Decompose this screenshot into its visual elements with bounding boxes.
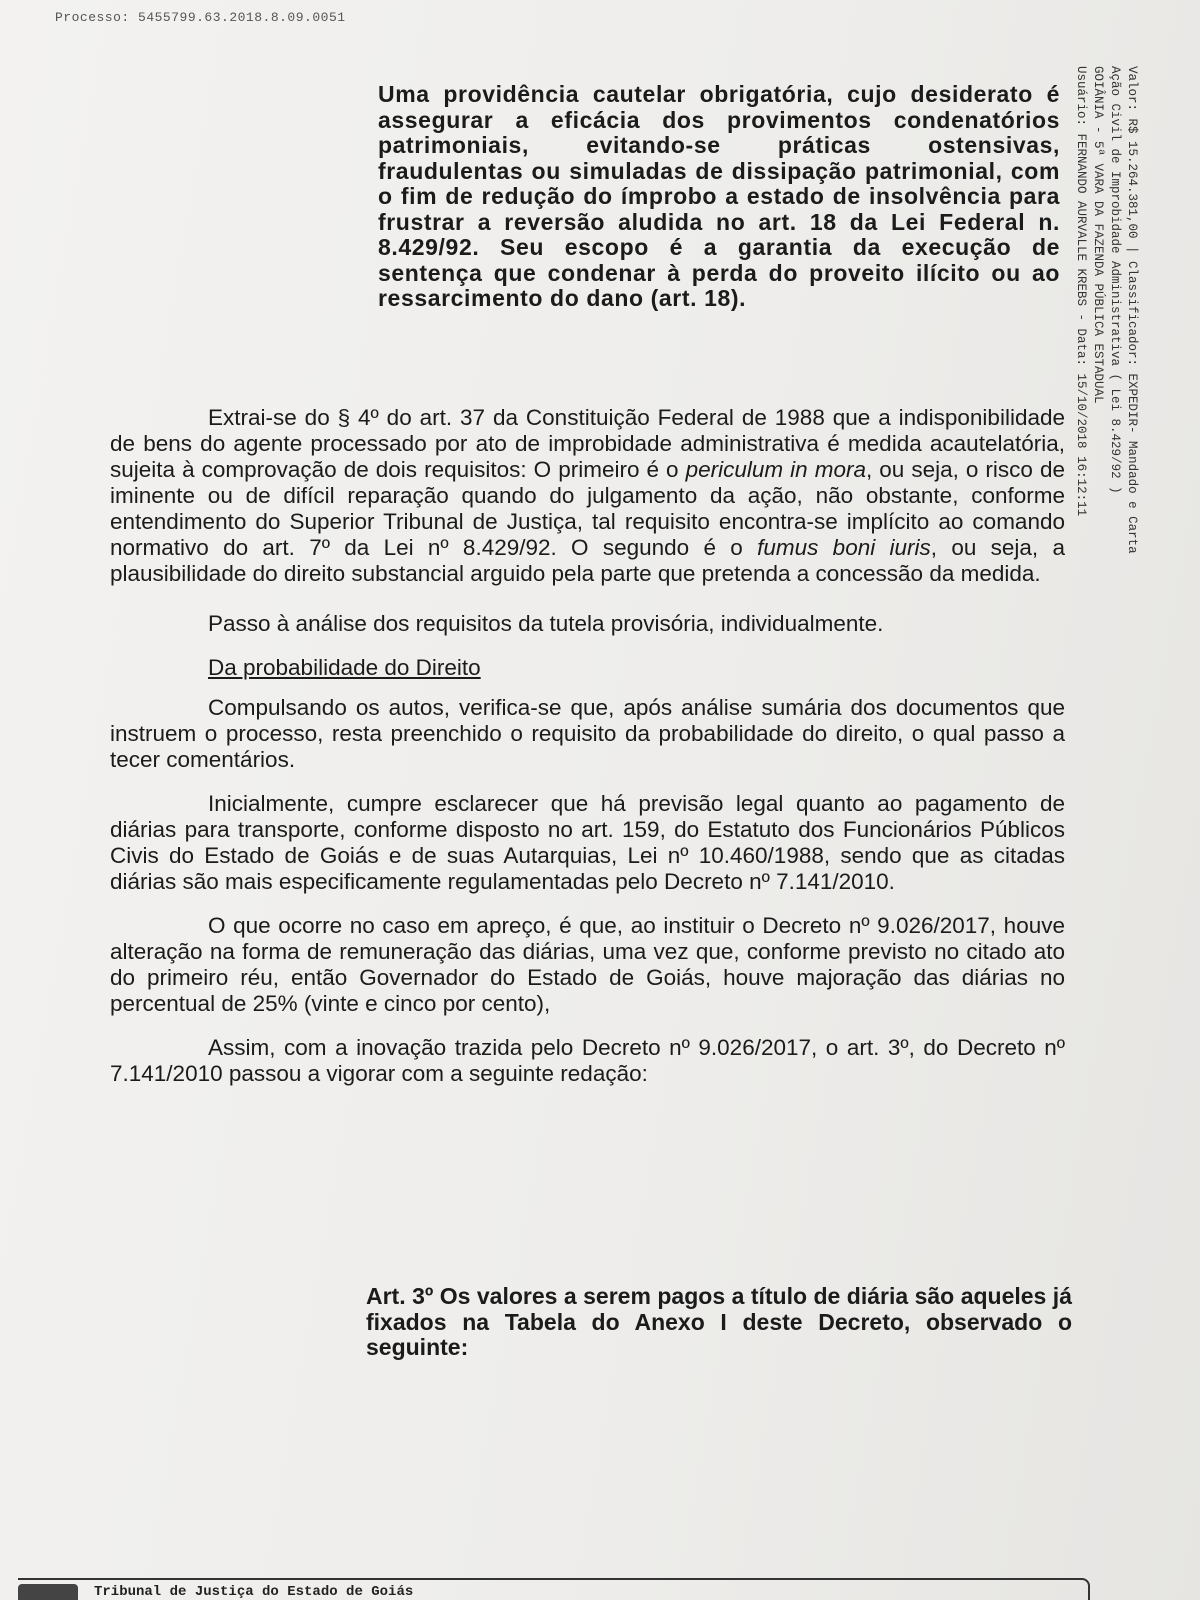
stamp-line-user: Usuário: FERNANDO AURVALLE KREBS - Data: 15/10/2018 16:12:11 xyxy=(1074,66,1088,517)
process-number: Processo: 5455799.63.2018.8.09.0051 xyxy=(55,10,346,25)
stamp-line-court: GOIÂNIA - 5ª VARA DA FAZENDA PÚBLICA ESTADUAL xyxy=(1091,66,1105,404)
paragraph-requisites-part-b: , ou seja, o risco de iminente ou de difícil reparação quando do julgamento da ação, não obstante, conforme entendimento do Superior Tribunal de Justiça, tal requisito encontra-se implícito ao comando normativo do art. 7º da Lei nº 8.429/92. O segundo é o xyxy=(110,457,1065,560)
paragraph-requisites-part-a: Extrai-se do § 4º do art. 37 da Constituição Federal de 1988 que a indisponibilidade de bens do agente processado por ato de improbidade administrativa é medida acautelatória, sujeita à comprovação de dois requisitos: O primeiro é o xyxy=(110,405,1065,482)
paragraph-decree-change: O que ocorre no caso em apreço, é que, ao instituir o Decreto nº 9.026/2017, houve alteração na forma de remuneração das diárias, uma vez que, conforme previsto no citado ato do primeiro réu, então Governador do Estado de Goiás, houve majoração das diárias no percentual de 25% (vinte e cinco por cento), xyxy=(110,913,1065,1016)
side-stamp xyxy=(1072,66,1140,554)
periculum-in-mora: periculum in mora xyxy=(685,457,866,482)
block-quote-2: Art. 3º Os valores a serem pagos a título de diária são aqueles já fixados na Tabela do Anexo I deste Decreto, observado o seguinte: xyxy=(366,1283,1072,1360)
paragraph-legal-basis: Inicialmente, cumpre esclarecer que há previsão legal quanto ao pagamento de diárias para transporte, conforme disposto no art. 159, do Estatuto dos Funcionários Públicos Civis do Estado de Goiás e de suas Autarquias, Lei nº 10.460/1988, sendo que as citadas diárias são mais especificamente regulamentadas pelo Decreto nº 7.141/2010. xyxy=(110,791,1065,894)
body-text xyxy=(110,405,1065,1105)
paragraph-analysis: Passo à análise dos requisitos da tutela provisória, individualmente. xyxy=(208,611,884,636)
stamp-line-value: Valor: R$ 15.264.381,00 | Classificador: EXPEDIR- Mandado e Carta xyxy=(1125,66,1139,554)
paragraph-probability: Compulsando os autos, verifica-se que, após análise sumária dos documentos que instruem o processo, resta preenchido o requisito da probabilidade do direito, o qual passo a tecer comentários. xyxy=(110,695,1065,772)
block-quote-1: Uma providência cautelar obrigatória, cujo desiderato é assegurar a eficácia dos provimentos condenatórios patrimoniais, evitando-se práticas ostensivas, fraudulentas ou simuladas de dissipação patrimonial, com o fim de redução do ímprobo a estado de insolvência para frustrar a reversão aludida no art. 18 da Lei Federal n. 8.429/92. Seu escopo é a garantia da execução de sentença que condenar à perda do proveito ilícito ou ao ressarcimento do dano (art. 18). xyxy=(378,81,1060,311)
paragraph-requisites xyxy=(110,405,1065,587)
court-name: Tribunal de Justiça do Estado de Goiás xyxy=(94,1584,414,1600)
fumus-boni-iuris: fumus boni iuris xyxy=(757,535,931,560)
paragraph-new-wording: Assim, com a inovação trazida pelo Decreto nº 9.026/2017, o art. 3º, do Decreto nº 7.141/2010 passou a vigorar com a seguinte redação: xyxy=(110,1035,1065,1086)
section-heading: Da probabilidade do Direito xyxy=(208,655,481,680)
stamp-line-action: Ação Civil de Improbidade Administrativa ( Lei 8.429/92 ) xyxy=(1108,66,1122,494)
paragraph-requisites-part-c: , ou seja, a plausibilidade do direito substancial arguido pela parte que pretenda a concessão da medida. xyxy=(110,535,1065,586)
footer xyxy=(18,1578,1090,1600)
court-logo-icon xyxy=(18,1584,78,1600)
